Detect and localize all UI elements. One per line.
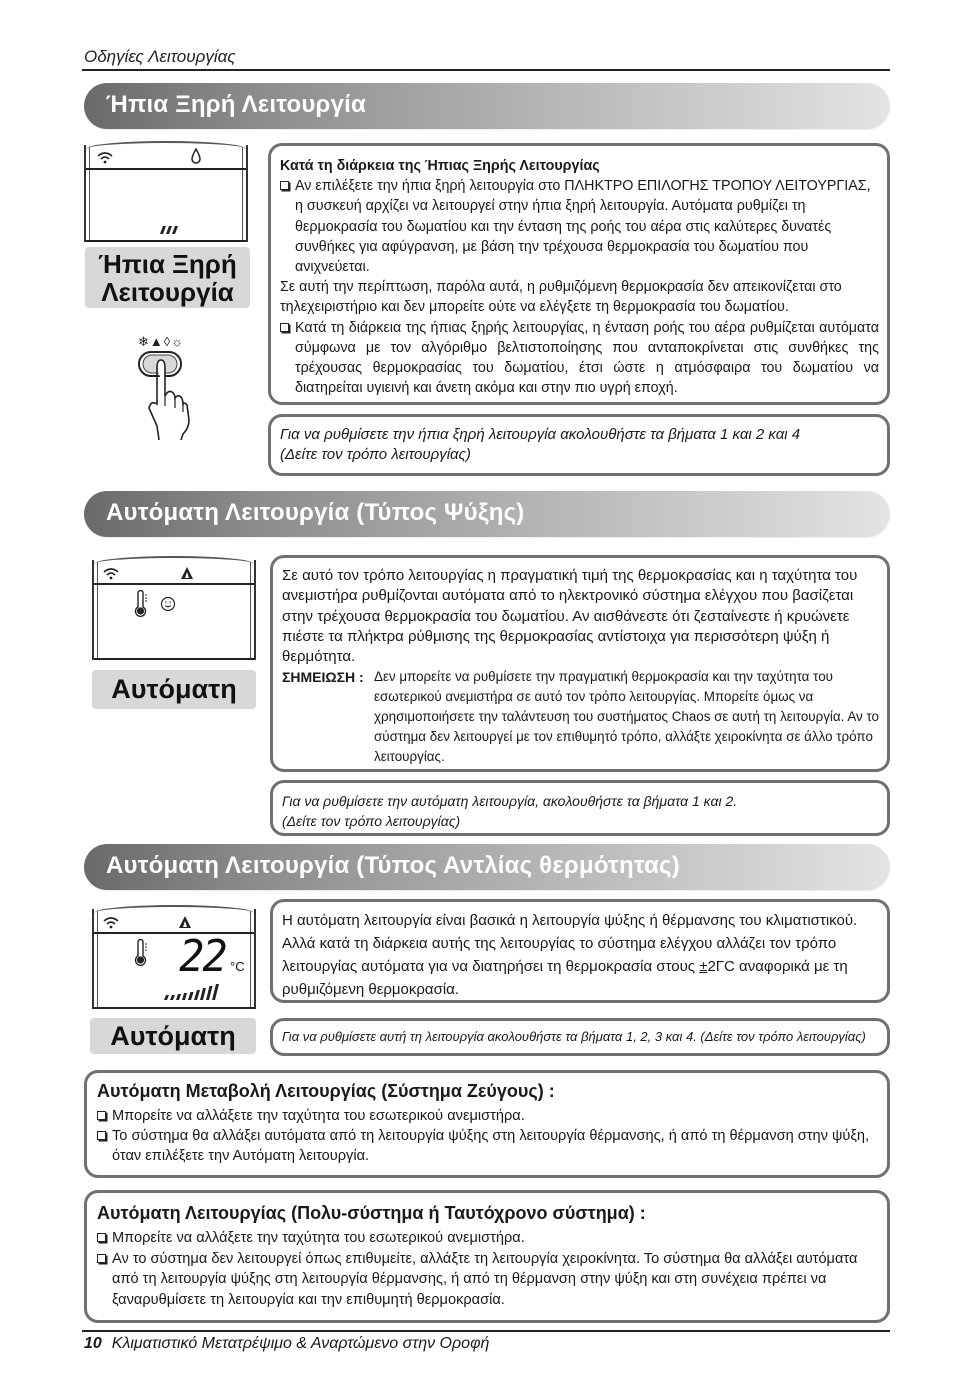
list-item: Το σύστημα θα αλλάξει αυτόματα από τη λειτουργία ψύξης στη λειτουργία θέρμανσης, ή από τη θέρμανση στην ψύξη, όταν επιλέξετε την Αυτόματη λειτουργία. [97, 1126, 879, 1166]
temperature-value: 22 [179, 931, 226, 982]
pair-system-box [84, 1070, 890, 1178]
box-title: Αυτόματη Μεταβολή Λειτουργίας (Σύστημα Ζεύγους) : [97, 1081, 555, 1101]
checkbox-bullet-icon [97, 1131, 106, 1140]
info-title: Κατά τη διάρκεια της Ήπιας Ξηρής Λειτουργίας [280, 158, 600, 174]
auto-mode-icon [180, 566, 194, 580]
note-text: Δεν μπορείτε να ρυθμίσετε την πραγματική θερμοκρασία και την ταχύτητα του εσωτερικού ανεμιστήρα σε αυτό τον τρόπο λειτουργίας. Μπορείτε όμως να χρησιμοποιήσετε την ταλάντευση του συστήματος Chaos σε αυτή τη λειτουργία. Αν το σύστημα δεν λειτουργεί με τον επιθυμητό τρόπο, αλλάξτε χειροκίνητα σε άλλο τρόπο λειτουργίας. [374, 669, 879, 765]
page-footer [84, 1335, 489, 1353]
section-header-auto-heatpump [84, 844, 890, 890]
footer-title: Κλιματιστικό Μετατρέψιμο & Αναρτώμενο στην Οροφή [111, 1335, 490, 1352]
signal-icon [102, 915, 120, 929]
info-paragraph: Σε αυτό τον τρόπο λειτουργίας η πραγματική τιμή της θερμοκρασίας και η ταχύτητα του ανεμιστήρα ρυθμίζονται αυτόματα από το ηλεκτρονικό σύστημα ελέγχου που βασίζεται στην τρέχουσα θερμοκρασία του δωματίου. Αν αισθάνεστε ότι ζεσταίνεστε ή κρυώνετε πιέστε τα πλήκτρα ρύθμισης της θερμοκρασίας αντίστοιχα για περισσότερη ψύξη ή θερμότητα. [282, 567, 858, 666]
header-rule [82, 69, 890, 71]
section-title: Αυτόματη Λειτουργία (Τύπος Ψύξης) [106, 499, 525, 526]
list-item: Αν το σύστημα δεν λειτουργεί όπως επιθυμείτε, αλλάξτε τη λειτουργία χειροκίνητα. Το σύστημα θα αλλάξει αυτόματα από τη λειτουργία ψύξης στη λειτουργία θέρμανσης, ή από τη θέρμανση στην ψύξη και στη συνέχεια πρέπει να ξαναρυθμίσετε τη λειτουργία και την επιθυμητή θερμοκρασία. [97, 1249, 879, 1311]
page-number: 10 [84, 1335, 102, 1352]
info-box-mild-dry [268, 143, 890, 405]
list-item: Αν επιλέξετε την ήπια ξηρή λειτουργία στο ΠΛΗΚΤΡΟ ΕΠΙΛΟΓΗΣ ΤΡΟΠΟΥ ΛΕΙΤΟΥΡΓΙΑΣ, η συσκευή αρχίζει να λειτουργεί στην ήπια ξηρή λειτουργία. Αυτόματα ρυθμίζει τη θερμοκρασία του δωματίου και την ένταση της ροής του αέρα στις καλύτερες δυνατές συνθήκες για αφύγρανση, με βάση την τρέχουσα θερμοκρασία του δωματίου που ανιχνεύεται. [280, 176, 879, 277]
section-header-auto-cooling [84, 491, 890, 537]
multi-system-box [84, 1190, 890, 1323]
thermometer-icon [134, 939, 148, 967]
section-title: Αυτόματη Λειτουργία (Τύπος Αντλίας θερμότητας) [106, 852, 680, 879]
mode-label-auto-heatpump: Αυτόματη [90, 1018, 256, 1054]
box-title: Αυτόματη Λειτουργίας (Πολυ-σύστημα ή Ταυτόχρονο σύστημα) : [97, 1203, 646, 1223]
list-item: Κατά τη διάρκεια της ήπιας ξηρής λειτουργίας, η ένταση ροής του αέρα ρυθμίζεται αυτόματα σύμφωνα με τον αλγόριθμο βελτιστοποίησης που ανταποκρίνεται στις συνθήκες της τρέχουσας θερμοκρασίας του δωματίου, έτσι ώστε η ατμόσφαιρα του δωματίου να διατηρείται υγιεινή και άνετη ακόμα και στην πιο υγρή εποχή. [280, 318, 879, 399]
info-paragraph: Σε αυτή την περίπτωση, παρόλα αυτά, η ρυθμιζόμενη θερμοκρασία δεν απεικονίζεται στο τηλεχειριστήριο και δεν μπορείτε ούτε να ελέγξετε τη θερμοκρασία του δωματίου. [280, 279, 842, 316]
list-item: Μπορείτε να αλλάξετε την ταχύτητα του εσωτερικού ανεμιστήρα. [97, 1106, 879, 1126]
note-label: ΣΗΜΕΙΩΣΗ : [282, 669, 364, 686]
section-header-mild-dry [84, 83, 890, 129]
footer-rule [82, 1330, 890, 1332]
remote-display-auto-heatpump [92, 909, 256, 1009]
checkbox-bullet-icon [280, 323, 289, 332]
mode-button-press-icon[interactable] [135, 348, 205, 440]
signal-icon [102, 566, 120, 580]
remote-display-mild-dry [84, 145, 248, 242]
checkbox-bullet-icon [97, 1111, 106, 1120]
checkbox-bullet-icon [97, 1254, 106, 1263]
mode-label-auto-cooling: Αυτόματη [92, 670, 256, 709]
mode-label-mild-dry: Ήπια Ξηρή Λειτουργία [85, 247, 250, 308]
checkbox-bullet-icon [280, 181, 289, 190]
checkbox-bullet-icon [97, 1233, 106, 1242]
temperature-unit: °C [230, 959, 245, 974]
steps-box-auto-cooling: Για να ρυθμίσετε την αυτόματη λειτουργία, ακολουθήστε τα βήματα 1 και 2. (Δείτε τον τρόπο λειτουργίας) [270, 780, 890, 836]
remote-display-auto-cooling [92, 560, 256, 660]
note [282, 667, 879, 767]
steps-box-mild-dry: Για να ρυθμίσετε την ήπια ξηρή λειτουργία ακολουθήστε τα βήματα 1 και 2 και 4 (Δείτε τον τρόπο λειτουργίας) [268, 414, 890, 476]
tolerance-symbol: ± [699, 958, 708, 975]
running-head: Οδηγίες Λειτουργίας [84, 47, 236, 66]
signal-icon [96, 150, 114, 164]
fan-speed-bars-icon [162, 983, 230, 1001]
steps-box-auto-heatpump: Για να ρυθμίσετε αυτή τη λειτουργία ακολουθήστε τα βήματα 1, 2, 3 και 4. (Δείτε τον τρόπο λειτουργίας) [270, 1018, 890, 1056]
info-box-auto-cooling [270, 555, 890, 772]
thermometer-icon [134, 590, 148, 618]
section-title: Ήπια Ξηρή Λειτουργία [106, 91, 366, 118]
fan-speed-bars-icon [158, 225, 180, 235]
list-item: Μπορείτε να αλλάξετε την ταχύτητα του εσωτερικού ανεμιστήρα. [97, 1228, 879, 1249]
info-box-auto-heatpump: Η αυτόματη λειτουργία είναι βασικά η λειτουργία ψύξης ή θέρμανσης του κλιματιστικού. Αλλά κατά τη διάρκεια αυτής της λειτουργίας το σύστημα ελέγχου αλλάζει τον τρόπο λειτουργίας αυτόματα για να διατηρήσει τη θερμοκρασία στους ±2ΓC αναφορικά με τη ρυθμιζόμενη θερμοκρασία. [270, 899, 890, 1003]
droplet-icon [190, 148, 202, 164]
info-paragraph: Η αυτόματη λειτουργία είναι βασικά η λειτουργία ψύξης ή θέρμανσης του κλιματιστικού. Αλλά κατά τη διάρκεια αυτής της λειτουργίας το σύστημα ελέγχου αλλάζει τον τρόπο λειτουργίας αυτόματα για να διατηρήσει τη θερμοκρασία στους [282, 912, 858, 975]
smiley-icon [160, 596, 176, 612]
mode-icons-row: ❄▲◊☼ [138, 334, 185, 349]
auto-mode-icon [178, 915, 192, 929]
